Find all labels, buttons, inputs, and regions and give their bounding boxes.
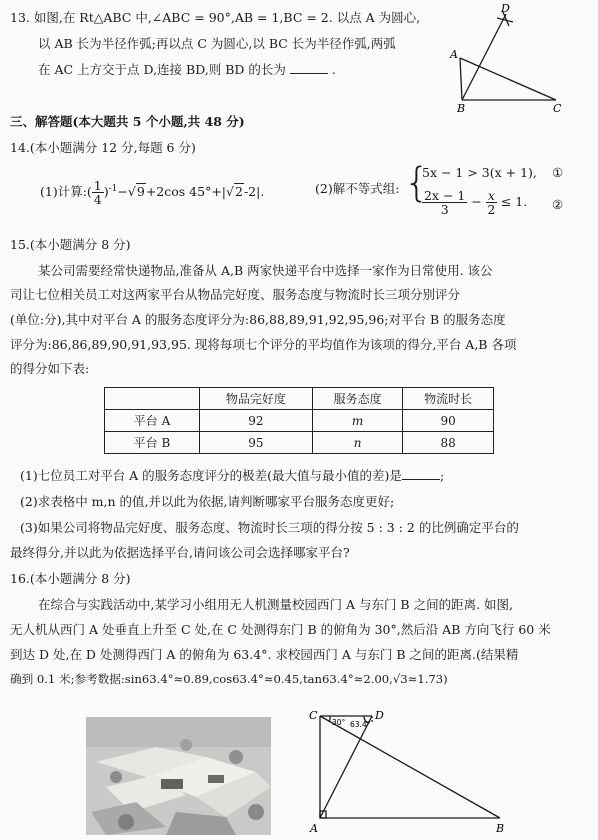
q13-line-1: 13. 如图,在 Rt△ABC 中,∠ABC = 90°,AB = 1,BC = 2. 以点 A 为圆心, [10,10,421,25]
q15-s1-blank[interactable] [402,467,440,480]
q14-p1-sqrt2: 2 [234,184,243,200]
q13-label-b: B [457,102,466,115]
table-row [105,432,494,454]
q14-ineq2-frac1 [422,189,467,216]
q15-s1-text: (1)七位员工对平台 A 的服务态度评分的极差(最大值与最小值的差)是 [20,468,402,483]
q13-label-c: C [553,102,562,115]
q13-line-2: 以 AB 长为半径作弧;再以点 C 为圆心,以 BC 长为半径作弧,两弧 [38,36,396,51]
q14-ineq2-den1: 3 [440,202,449,217]
q15-sub-1 [20,467,444,484]
q16-para-1: 在综合与实践活动中,某学习小组用无人机测量校园西门 A 与东门 B 之间的距离. 如图, [38,597,514,612]
q15-heading: 15.(本小题满分 8 分) [10,237,131,252]
table-cell: 88 [403,432,494,454]
q14-p1-label: (1)计算:( [40,184,92,200]
q14-ineq-1: 5x − 1 > 3(x + 1), [422,165,537,180]
q16-angle-634: 63.4° [350,720,371,729]
q15-sub-3a: (3)如果公司将物品完好度、服务态度、物流时长三项的得分按 5 : 3 : 2 的比例确定平台的 [20,520,519,535]
q14-ineq-2-no: ② [552,197,564,212]
table-cell: 92 [200,410,313,432]
q15-para-4: 评分为:86,86,89,90,91,93,95. 现将每项七个评分的平均值作为该项的得分,平台 A,B 各项 [10,337,517,352]
q15-para-5: 的得分如下表: [10,361,90,376]
q15-para-2: 司让七位相关员工对这两家平台从物品完好度、服务态度与物流时长三项分别评分 [10,287,461,302]
q15-sub-3b: 最终得分,并以此为依据选择平台,请问该公司会选择哪家平台? [10,545,350,560]
q15-s1-end: ; [439,468,445,483]
table-header-cell [105,388,200,410]
table-cell: 95 [200,432,313,454]
q14-ineq2-frac2 [486,189,497,216]
q13-label-a: A [450,48,458,61]
table-cell: 90 [403,410,494,432]
q15-sub-2: (2)求表格中 m,n 的值,并以此为依据,请判断哪家平台服务态度更好; [20,494,395,509]
q13-label-d: D [501,2,510,15]
q14-part-1: (1)计算:( $\frac{1}{4}$ )$^{-1}$−√9+2cos 45°+|√2-2|. [40,178,265,208]
q14-p1-sqrt9: 9 [136,184,145,200]
q14-ineq2-den2: 2 [487,202,496,217]
q16-label-c: C [309,709,318,722]
q14-p2-label: (2)解不等式组: [315,181,400,196]
q16-para-4: 确到 0.1 米;参考数据:sin63.4°≈0.89,cos63.4°≈0.45,tan63.4°≈2.00,√3≈1.73) [10,672,448,686]
table-cell: n [312,432,403,454]
q14-p1-tail: -2|. [243,184,265,200]
q16-label-a: A [310,822,318,835]
q16-para-2: 无人机从西门 A 处垂直上升至 C 处,在 C 处测得东门 B 的俯角为 30°,然后沿 AB 方向飞行 60 米 [10,622,551,637]
q14-ineq-2: $\frac{2x - 1}{3}$ − $\frac{x}{2}$ ≤ 1. [424,188,528,217]
q15-score-table [104,387,494,454]
q14-p1-fraction [92,179,104,206]
table-cell: m [312,410,403,432]
q14-p1-exp: -1 [108,184,118,194]
table-header-row [105,388,494,410]
table-header-cell: 物流时长 [403,388,494,410]
q15-para-3: (单位:分),其中对平台 A 的服务态度评分为:86,88,89,91,92,95,96;对平台 B 的服务态度 [10,312,506,327]
q16-para-3: 到达 D 处,在 D 处测得西门 A 的俯角为 63.4°. 求校园西门 A 与东门 B 之间的距离.(结果精 [10,647,519,662]
q14-p1-num: 1 [93,178,102,194]
q16-label-d: D [375,709,384,722]
table-header-cell: 服务态度 [312,388,403,410]
table-row [105,410,494,432]
q14-p1-den: 4 [93,192,102,208]
q14-brace: { [404,160,430,206]
q15-para-1: 某公司需要经常快递物品,准备从 A,B 两家快递平台中选择一家作为日常使用. 该公 [38,263,493,278]
table-cell: 平台 A [105,410,200,432]
campus-photo-art [86,717,271,835]
q13-line-3-end: . [331,62,336,77]
q16-label-b: B [496,822,505,835]
q13-line-3-text: 在 AC 上方交于点 D,连接 BD,则 BD 的长为 [38,62,286,77]
section-3-heading: 三、解答题(本大题共 5 个小题,共 48 分) [10,114,245,129]
q14-heading: 14.(本小题满分 12 分,每题 6 分) [10,140,196,155]
q16-angle-30: 30° [332,718,346,727]
q14-p1-mid: +2cos 45°+| [145,184,227,200]
q13-answer-blank[interactable] [290,61,328,74]
q13-line-3 [38,61,336,78]
q16-heading: 16.(本小题满分 8 分) [10,571,131,586]
table-cell: 平台 B [105,432,200,454]
q14-ineq2-tail: ≤ 1. [500,194,528,209]
q14-ineq2-num1: 2x − 1 [424,188,466,203]
q14-ineq-1-no: ① [552,165,564,180]
q14-ineq2-num2: x [487,188,495,203]
table-header-cell: 物品完好度 [200,388,313,410]
campus-aerial-photo [86,717,271,835]
